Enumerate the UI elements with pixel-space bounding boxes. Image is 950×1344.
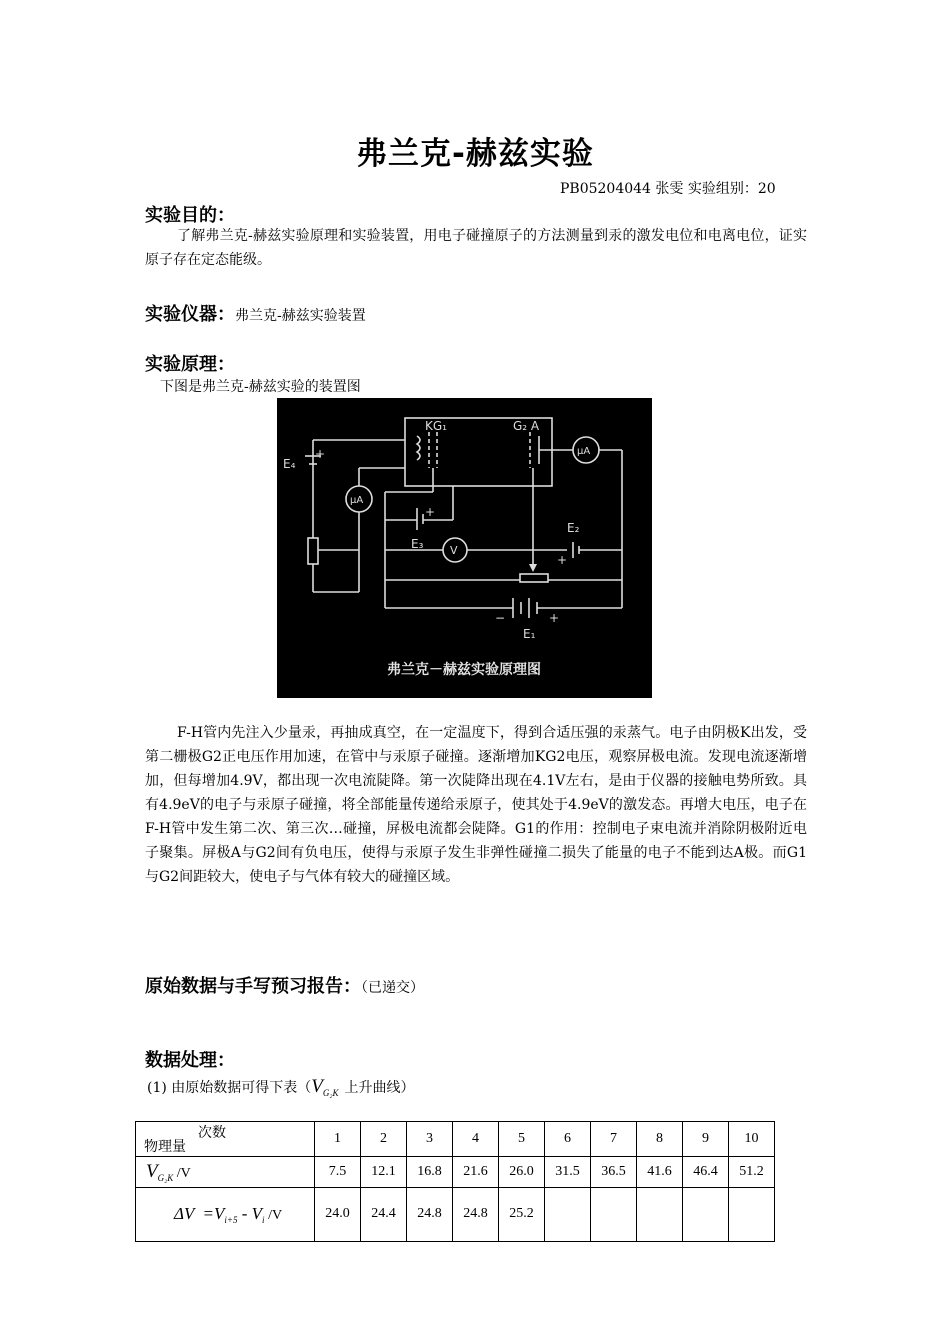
table-cell: [637, 1188, 683, 1242]
page-title: 弗兰克-赫兹实验: [356, 136, 594, 172]
table-row: [136, 1157, 775, 1188]
row1-label: [136, 1157, 315, 1188]
label-e2-plus: +: [557, 553, 568, 567]
circuit-schematic: [277, 398, 652, 698]
row2-label-mid: - V: [237, 1204, 263, 1223]
col-header: 5: [499, 1122, 545, 1157]
purpose-text: 了解弗兰克-赫兹实验原理和实验装置，用电子碰撞原子的方法测量到汞的激发电位和电离电位，证实原子存在定态能级。: [145, 228, 807, 268]
row1-label-unit: /V: [173, 1166, 191, 1181]
col-header: 7: [591, 1122, 637, 1157]
label-g2a: G₂ A: [513, 419, 540, 433]
results-table-wrapper: [135, 1121, 775, 1242]
table-cell: [729, 1188, 775, 1242]
label-voltmeter: V: [450, 544, 458, 557]
corner-top-label: 次数: [198, 1126, 226, 1141]
processing-line-suffix: 上升曲线）: [344, 1080, 415, 1096]
row2-label-sub1: i+5: [224, 1214, 238, 1225]
table-cell: 24.4: [361, 1188, 407, 1242]
row2-label-unit: /V: [264, 1208, 283, 1223]
table-cell: 24.8: [407, 1188, 453, 1242]
col-header: 2: [361, 1122, 407, 1157]
label-e4-plus: +: [315, 447, 326, 461]
filament-coil: [417, 436, 420, 460]
label-ua-left: μA: [350, 495, 364, 506]
table-cell: 21.6: [453, 1157, 499, 1188]
table-cell: 24.8: [453, 1188, 499, 1242]
row1-label-var: V: [146, 1161, 158, 1182]
raw-data-section: [145, 972, 424, 998]
table-cell: 41.6: [637, 1157, 683, 1188]
table-cell: 25.2: [499, 1188, 545, 1242]
table-cell: 26.0: [499, 1157, 545, 1188]
label-e4: E₄: [283, 457, 296, 471]
table-cell: 51.2: [729, 1157, 775, 1188]
col-header: 10: [729, 1122, 775, 1157]
table-cell: [683, 1188, 729, 1242]
instrument-text: 弗兰克-赫兹实验装置: [235, 308, 366, 324]
apparatus-diagram: [277, 398, 652, 698]
corner-bottom-label: 物理量: [144, 1140, 186, 1155]
label-e3: E₃: [411, 537, 424, 551]
purpose-heading: 实验目的：: [145, 205, 235, 226]
row1-label-sub: G₂K: [157, 1172, 174, 1183]
principle-intro: 下图是弗兰克-赫兹实验的装置图: [160, 379, 361, 395]
label-e1-plus: +: [549, 611, 560, 625]
label-e1-minus: −: [495, 611, 506, 625]
label-e1: E₁: [523, 627, 536, 641]
table-cell: 7.5: [315, 1157, 361, 1188]
table-cell: 36.5: [591, 1157, 637, 1188]
label-kg1: KG₁: [425, 419, 447, 433]
col-header: 4: [453, 1122, 499, 1157]
results-table: [135, 1121, 775, 1242]
label-ua-right: μA: [577, 446, 591, 457]
table-cell: 24.0: [315, 1188, 361, 1242]
label-e3-plus: +: [425, 505, 436, 519]
table-cell: 31.5: [545, 1157, 591, 1188]
processing-line: [147, 1076, 415, 1098]
label-e2: E₂: [567, 521, 580, 535]
processing-line-prefix: (1) 由原始数据可得下表（: [147, 1080, 312, 1096]
table-row: [136, 1188, 775, 1242]
author-byline: PB05204044 张雯 实验组别：20: [560, 181, 776, 197]
row2-label-sub2: i: [262, 1214, 265, 1225]
raw-data-heading: 原始数据与手写预习报告：: [145, 976, 361, 997]
table-corner-cell: [136, 1122, 315, 1157]
processing-heading: 数据处理：: [145, 1050, 235, 1071]
col-header: 1: [315, 1122, 361, 1157]
col-header: 9: [683, 1122, 729, 1157]
table-cell: 12.1: [361, 1157, 407, 1188]
row2-label: [136, 1188, 315, 1242]
table-cell: 16.8: [407, 1157, 453, 1188]
figure-caption: 弗兰克－赫兹实验原理图: [387, 662, 541, 678]
table-cell: 46.4: [683, 1157, 729, 1188]
principle-text: F-H管内先注入少量汞，再抽成真空，在一定温度下，得到合适压强的汞蒸气。电子由阴极K出发，受第二栅极G2正电压作用加速，在管中与汞原子碰撞。逐渐增加KG2电压，观察屏极电流。发现电流逐渐增加，但每增加4.9V，都出现一次电流陡降。第一次陡降出现在4.1V左右，是由于仪器的接触电势所致。具有4.9eV的电子与汞原子碰撞，将全部能量传递给汞原子，使其处于4.9eV的激发态。再增大电压，电子在F-H管中发生第二次、第三次…碰撞，屏极电流都会陡降。G1的作用：控制电子束电流并消除阴极附近电子聚集。屏极A与G2间有负电压，使得与汞原子发生非弹性碰撞二损失了能量的电子不能到达A极。而G1与G2间距较大，使电子与气体有较大的碰撞区域。: [145, 725, 807, 885]
instrument-section: [145, 300, 366, 326]
processing-line-sub: G₂K: [322, 1087, 339, 1098]
table-cell: [591, 1188, 637, 1242]
instrument-heading: 实验仪器：: [145, 304, 235, 325]
processing-line-var: V: [311, 1076, 323, 1097]
table-cell: [545, 1188, 591, 1242]
raw-data-note: （已递交）: [361, 980, 424, 996]
principle-heading: 实验原理：: [145, 354, 235, 375]
table-header-row: [136, 1122, 775, 1157]
row2-label-main: ΔV =V: [174, 1204, 225, 1223]
col-header: 6: [545, 1122, 591, 1157]
col-header: 3: [407, 1122, 453, 1157]
col-header: 8: [637, 1122, 683, 1157]
